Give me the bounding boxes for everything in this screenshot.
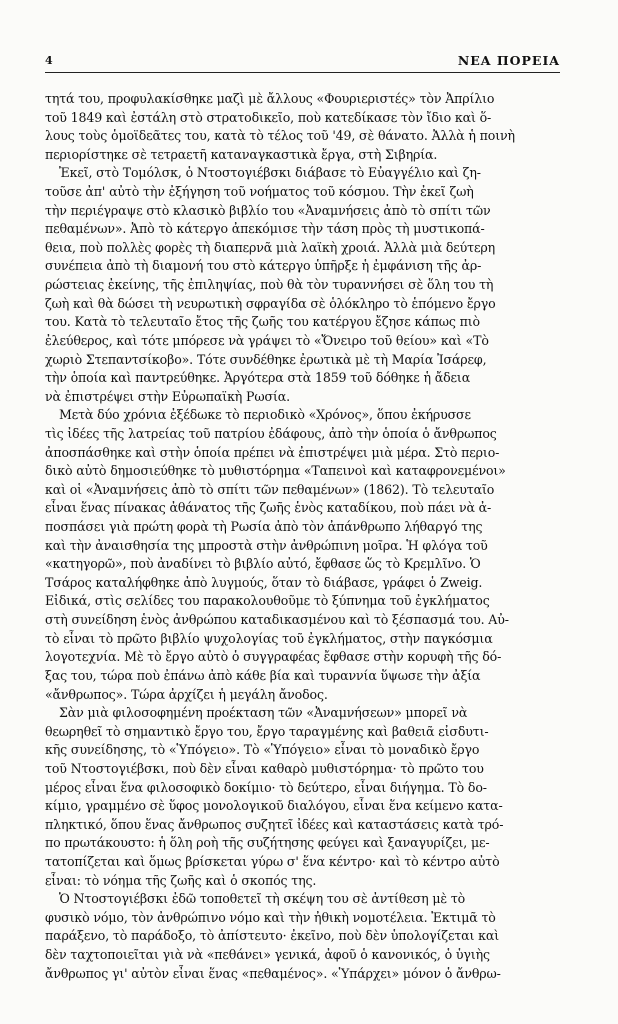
text-line: ἐλεύθερος, καὶ τότε μπόρεσε νὰ γράψει τὸ «Ὄνειρο τοῦ θείου» καὶ «Τὸ — [45, 332, 489, 348]
text-line: του. Κατὰ τὸ τελευταῖο ἔτος τῆς ζωῆς του κατέργου ἔζησε κάπως πιὸ — [45, 314, 480, 330]
text-line: θεωρηθεῖ τὸ σημαντικὸ ἔργο του, ἔργο ταραγμένης καὶ βαθειᾶ εἰσδυτι- — [45, 723, 489, 739]
text-line: στὴ συνείδηση ἑνὸς ἀνθρώπου καταδικασμένου καὶ τὸ ξέσπασμά του. Αὐ- — [45, 612, 509, 628]
text-line: Εἰδικά, στὶς σελίδες του παρακολουθοῦμε τὸ ξύπνημα τοῦ ἐγκλήματος — [45, 593, 490, 609]
text-line: δὲν ταχτοποιεῖται γιὰ νὰ «πεθάνει» γενικά, ἀφοῦ ὁ κανονικός, ὁ ὑγιὴς — [45, 947, 490, 963]
text-line: Μετὰ δύο χρόνια ἐξέδωκε τὸ περιοδικὸ «Χρόνος», ὅπου ἐκήρυσσε — [59, 407, 471, 423]
text-line: περιορίστηκε σὲ τετραετῆ καταναγκαστικὰ ἔργα, στὴ Σιβηρία. — [45, 146, 438, 162]
text-line: πεθαμένων». Ἀπὸ τὸ κάτεργο ἀπεκόμισε τὴν τάση πρὸς τὴ μυστικοπά- — [45, 221, 485, 237]
text-line: «ἄνθρωπος». Τώρα ἀρχίζει ἡ μεγάλη ἄνοδος. — [45, 686, 328, 702]
text-line: νὰ ἐπιστρέψει στὴν Εὐρωπαϊκὴ Ρωσία. — [45, 388, 290, 404]
text-line: ποσπάσει γιὰ πρώτη φορὰ τὴ Ρωσία ἀπὸ τὸν ἀπάνθρωπο λήθαργό της — [45, 519, 483, 535]
text-line: Τσάρος καταλήφθηκε ἀπὸ λυγμούς, ὅταν τὸ διάβασε, γράφει ὁ Zweig. — [45, 574, 483, 590]
text-line: τοῦ Ντοστογιέβσκι, ποὺ δὲν εἶναι καθαρὸ μυθιστόρημα· τὸ πρῶτο του — [45, 760, 484, 776]
text-line: λους τοὺς ὁμοϊδεᾶτες του, κατὰ τὸ τέλος τοῦ '49, σὲ θάνατο. Ἀλλὰ ἡ ποινὴ — [45, 128, 515, 144]
text-line: ἄνθρωπος γι' αὐτὸν εἶναι ἕνας «πεθαμένος». «Ὑπάρχει» μόνον ὁ ἄνθρω- — [45, 965, 501, 981]
text-line: τητά του, προφυλακίσθηκε μαζὶ μὲ ἄλλους «Φουριεριστές» τὸν Ἀπρίλιο — [45, 91, 495, 106]
text-line: τὸ εἶναι τὸ πρῶτο βιβλίο ψυχολογίας τοῦ ἐγκλήματος, στὴν παγκόσμια — [45, 630, 493, 646]
text-line: «κατηγορῶ», ποὺ ἀναδίνει τὸ βιβλίο αὐτό, ἔφθασε ὥς τὸ Κρεμλῖνο. Ὁ — [45, 556, 481, 572]
running-title: ΝΕΑ ΠΟΡΕΙΑ — [457, 53, 560, 68]
text-line: τοῦσε ἀπ' αὐτὸ τὴν ἐξήγηση τοῦ νοήματος τοῦ κόσμου. Τὴν ἐκεῖ ζωὴ — [45, 184, 474, 200]
text-line: ξας του, τώρα ποὺ ἐπάνω ἀπὸ κάθε βία καὶ τυραννία ὕψωσε τὴν ἀξία — [45, 667, 481, 683]
text-line: ζωὴ καὶ θὰ δώσει τὴ νευρωτικὴ σφραγίδα σὲ ὁλόκληρο τὸ ἑπόμενο ἔργο — [45, 295, 496, 311]
body-text — [45, 90, 560, 983]
page-header — [45, 52, 560, 73]
text-line: λογοτεχνία. Μὲ τὸ ἔργο αὐτὸ ὁ συγγραφέας ἔφθασε στὴν κορυφὴ τῆς δό- — [45, 649, 502, 665]
text-line: μέρος εἶναι ἕνα φιλοσοφικὸ δοκίμιο· τὸ δεύτερο, εἶναι διήγημα. Τὸ δο- — [45, 779, 487, 795]
text-line: πληκτικό, ὅπου ἕνας ἄνθρωπος συζητεῖ ἰδέες καὶ καταστάσεις κατὰ τρό- — [45, 816, 504, 832]
text-line: Σὰν μιὰ φιλοσοφημένη προέκταση τῶν «Ἀναμνήσεων» μπορεῖ νὰ — [59, 705, 468, 721]
text-line: φυσικὸ νόμο, τὸν ἀνθρώπινο νόμο καὶ τὴν ἠθικὴ νομοτέλεια. Ἐκτιμᾶ τὸ — [45, 909, 496, 925]
text-line: Ὁ Ντοστογιέβσκι ἐδῶ τοποθετεῖ τὴ σκέψη του σὲ ἀντίθεση μὲ τὸ — [59, 891, 466, 907]
text-line: Ἐκεῖ, στὸ Τομόλσκ, ὁ Ντοστογιέβσκι διάβασε τὸ Εὐαγγέλιο καὶ ζη- — [59, 165, 481, 181]
text-line: εἶναι ἕνας πίνακας ἀθάνατος τῆς ζωῆς ἑνὸς καταδίκου, ποὺ πάει νὰ ἀ- — [45, 500, 492, 516]
text-line: τοῦ 1849 καὶ ἐστάλη στὸ στρατοδικεῖο, ποὺ κατεδίκασε τὸν ἴδιο καὶ ὅ- — [45, 109, 492, 125]
text-line: δικὸ αὐτὸ δημοσιεύθηκε τὸ μυθιστόρημα «Ταπεινοὶ καὶ καταφρονεμένοι» — [45, 463, 506, 479]
text-line: τὴν ὁποία καὶ παντρεύθηκε. Ἀργότερα στὰ 1859 τοῦ δόθηκε ἡ ἄδεια — [45, 370, 471, 386]
text-line: τὴν περιέγραψε στὸ κλασικὸ βιβλίο του «Ἀναμνήσεις ἀπὸ τὸ σπίτι τῶν — [45, 202, 491, 218]
text-line: παράξενο, τὸ παράδοξο, τὸ ἀπίστευτο· ἐκεῖνο, ποὺ δὲν ὑπολογίζεται καὶ — [45, 928, 500, 944]
text-line: κίμιο, γραμμένο σὲ ὕφος μονολογικοῦ διαλόγου, εἶναι ἕνα κείμενο κατα- — [45, 798, 503, 814]
text-line: πο πρωτάκουστο: ἡ ὅλη ροὴ τῆς συζήτησης φεύγει καὶ ξαναγυρίζει, με- — [45, 835, 490, 851]
text-line: κῆς συνείδησης, τὸ «Ὑπόγειο». Τὸ «Ὑπόγειο» εἶναι τὸ μοναδικὸ ἔργο — [45, 742, 480, 758]
text-line: τατοπίζεται καὶ ὅμως βρίσκεται γύρω σ' ἕνα κέντρο· καὶ τὸ κέντρο αὐτὸ — [45, 853, 500, 869]
text-line: εἶναι: τὸ νόημα τῆς ζωῆς καὶ ὁ σκοπός της. — [45, 872, 317, 888]
text-line: καὶ τὴν ἀναισθησία της μπροστὰ στὴν ἀνθρώπινη μοῖρα. Ἡ φλόγα τοῦ — [45, 537, 488, 553]
text-line: χωριὸ Στεπαντσίκοβο». Τότε συνδέθηκε ἐρωτικὰ μὲ τὴ Μαρία Ἰσάρεφ, — [45, 351, 487, 367]
text-line: καὶ οἱ «Ἀναμνήσεις ἀπὸ τὸ σπίτι τῶν πεθαμένων» (1862). Τὸ τελευταῖο — [45, 481, 495, 497]
text-line: ἀποσπάσθηκε καὶ στὴν ὁποία πρέπει νὰ ἐπιστρέψει μιὰ μέρα. Στὸ περιο- — [45, 444, 500, 460]
text-line: θεια, ποὺ πολλὲς φορὲς τὴ διαπερνᾶ μιὰ λαϊκὴ χροιά. Ἀλλὰ μιὰ δεύτερη — [45, 239, 495, 255]
page-number: 4 — [45, 54, 53, 67]
text-line: τὶς ἰδέες τῆς λατρείας τοῦ πατρίου ἐδάφους, ἀπὸ τὴν ὁποία ὁ ἄνθρωπος — [45, 425, 497, 441]
text-line: ρώστειας ἐκείνης, τῆς ἐπιληψίας, ποὺ θὰ τὸν τυραννήσει σὲ ὅλη του τὴ — [45, 277, 494, 293]
text-line: συνέπεια ἀπὸ τὴ διαμονή του στὸ κάτεργο ὑπῆρξε ἡ ἐμφάνιση τῆς ἀρ- — [45, 258, 482, 274]
